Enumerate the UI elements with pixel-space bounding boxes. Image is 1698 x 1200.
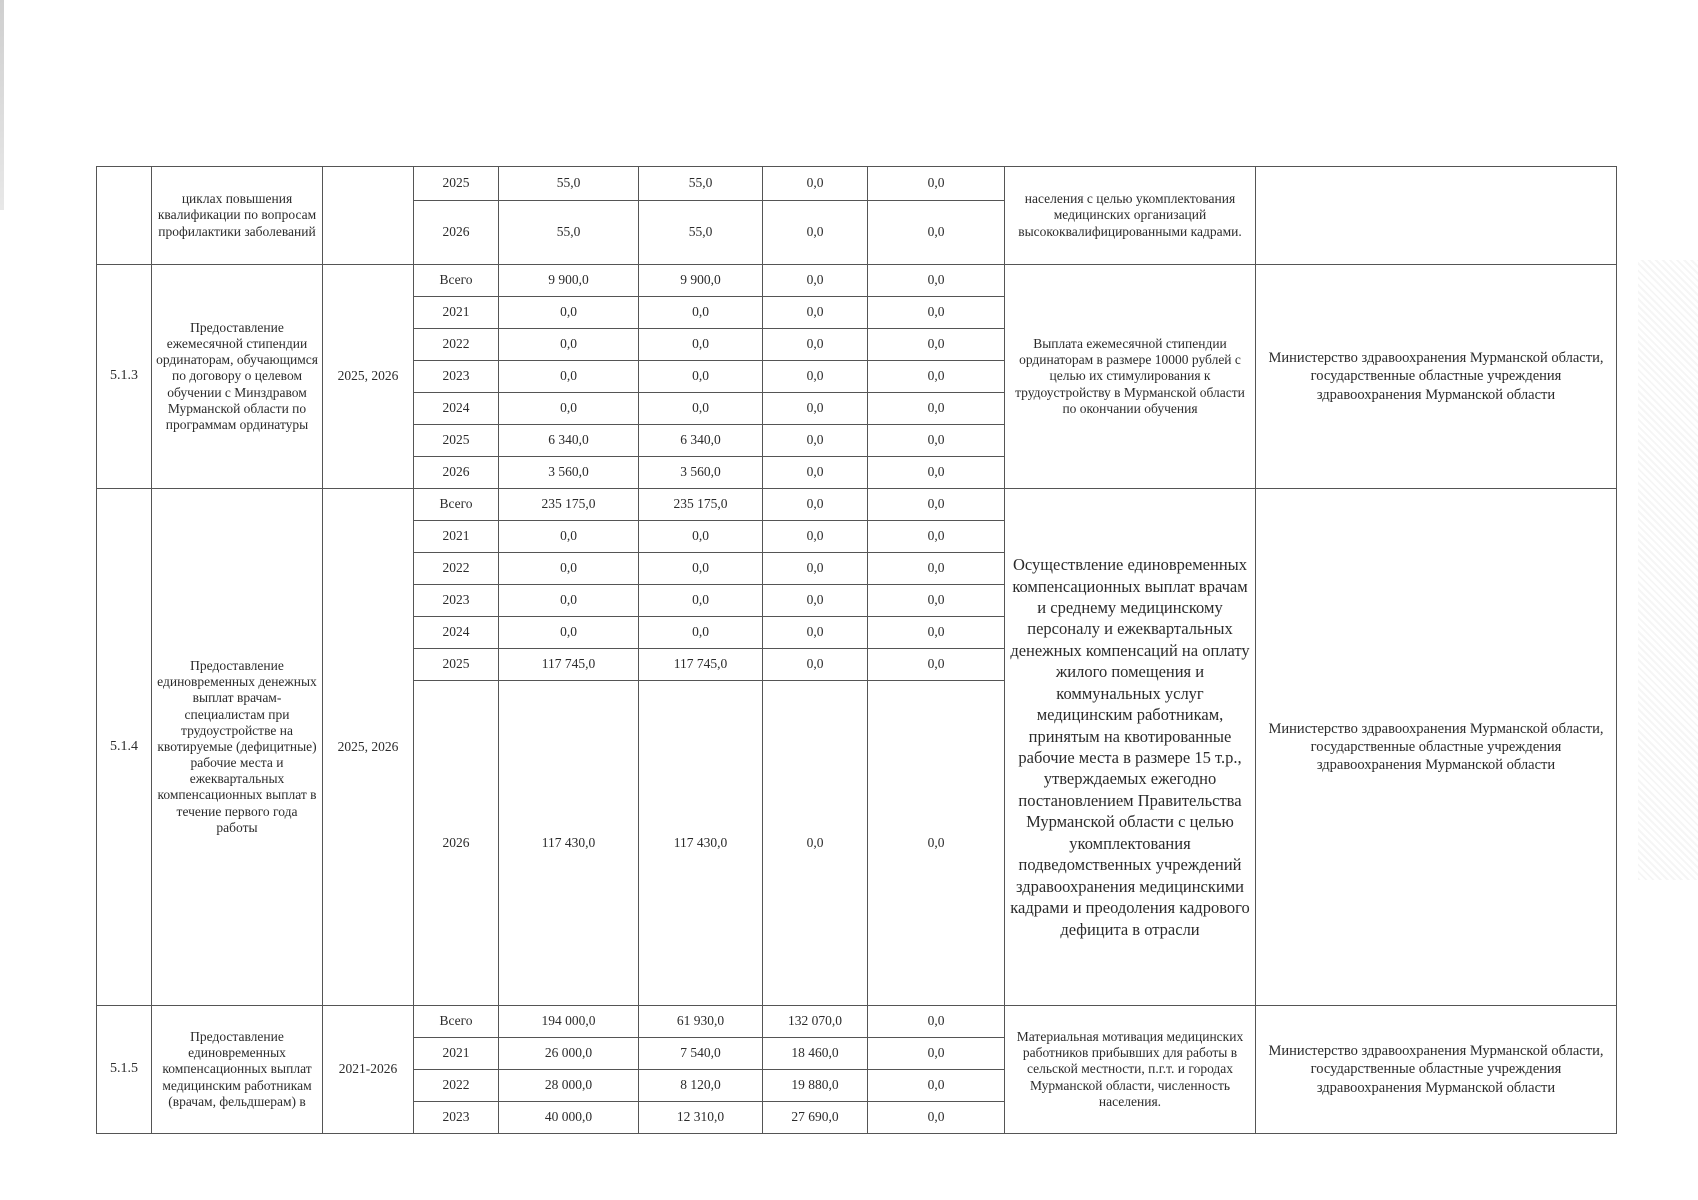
year-cell: 2021 [414, 1038, 499, 1070]
regional-cell: 0,0 [639, 297, 763, 329]
federal-cell: 0,0 [763, 457, 868, 489]
total-cell: 194 000,0 [499, 1006, 639, 1038]
program-table [96, 166, 1617, 1134]
other-cell: 0,0 [868, 553, 1005, 585]
federal-cell: 0,0 [763, 393, 868, 425]
regional-cell: 55,0 [639, 167, 763, 201]
total-cell: 55,0 [499, 167, 639, 201]
total-cell: 117 430,0 [499, 681, 639, 1006]
row-description: Материальная мотивация медицинских работников прибывших для работы в сельской местности, п.г.т. и городах Мурманской области, численность населения. [1005, 1006, 1256, 1134]
total-cell: 3 560,0 [499, 457, 639, 489]
federal-cell: 0,0 [763, 521, 868, 553]
federal-cell: 19 880,0 [763, 1070, 868, 1102]
year-cell: Всего [414, 1006, 499, 1038]
year-cell: 2022 [414, 553, 499, 585]
table-row [97, 265, 1617, 297]
total-cell: 0,0 [499, 585, 639, 617]
federal-cell: 27 690,0 [763, 1102, 868, 1134]
row-index: 5.1.4 [97, 489, 152, 1006]
federal-cell: 0,0 [763, 167, 868, 201]
other-cell: 0,0 [868, 457, 1005, 489]
federal-cell: 0,0 [763, 201, 868, 265]
row-period: 2021-2026 [323, 1006, 414, 1134]
row-responsible: Министерство здравоохранения Мурманской области, государственные областные учреждения здравоохранения Мурманской области [1256, 1006, 1617, 1134]
total-cell: 0,0 [499, 553, 639, 585]
regional-cell: 0,0 [639, 361, 763, 393]
other-cell: 0,0 [868, 1038, 1005, 1070]
total-cell: 235 175,0 [499, 489, 639, 521]
federal-cell: 132 070,0 [763, 1006, 868, 1038]
federal-cell: 0,0 [763, 585, 868, 617]
other-cell: 0,0 [868, 1102, 1005, 1134]
year-cell: Всего [414, 265, 499, 297]
row-name: Предоставление ежемесячной стипендии ординаторам, обучающимся по договору о целевом обучении с Минздравом Мурманской области по программам ординатуры [152, 265, 323, 489]
year-cell: 2022 [414, 1070, 499, 1102]
regional-cell: 117 745,0 [639, 649, 763, 681]
other-cell: 0,0 [868, 617, 1005, 649]
year-cell: 2024 [414, 393, 499, 425]
other-cell: 0,0 [868, 521, 1005, 553]
regional-cell: 117 430,0 [639, 681, 763, 1006]
total-cell: 9 900,0 [499, 265, 639, 297]
year-cell: 2021 [414, 521, 499, 553]
row-responsible: Министерство здравоохранения Мурманской области, государственные областные учреждения здравоохранения Мурманской области [1256, 489, 1617, 1006]
row-name: циклах повышения квалификации по вопросам профилактики заболеваний [152, 167, 323, 265]
scan-noise [1638, 260, 1698, 880]
regional-cell: 8 120,0 [639, 1070, 763, 1102]
total-cell: 0,0 [499, 521, 639, 553]
row-name: Предоставление единовременных компенсационных выплат медицинским работникам (врачам, фельдшерам) в [152, 1006, 323, 1134]
regional-cell: 0,0 [639, 617, 763, 649]
row-period [323, 167, 414, 265]
row-responsible [1256, 167, 1617, 265]
year-cell: 2023 [414, 1102, 499, 1134]
federal-cell: 0,0 [763, 617, 868, 649]
other-cell: 0,0 [868, 201, 1005, 265]
other-cell: 0,0 [868, 585, 1005, 617]
year-cell: 2023 [414, 361, 499, 393]
federal-cell: 18 460,0 [763, 1038, 868, 1070]
other-cell: 0,0 [868, 1070, 1005, 1102]
row-description: Выплата ежемесячной стипендии ординаторам в размере 10000 рублей с целью их стимулирования к трудоустройству в Мурманской области по окончании обучения [1005, 265, 1256, 489]
year-cell: 2021 [414, 297, 499, 329]
regional-cell: 0,0 [639, 521, 763, 553]
other-cell: 0,0 [868, 649, 1005, 681]
year-cell: Всего [414, 489, 499, 521]
row-description: населения с целью укомплектования медицинских организаций высококвалифицированными кадрами. [1005, 167, 1256, 265]
year-cell: 2026 [414, 681, 499, 1006]
row-name: Предоставление единовременных денежных выплат врачам-специалистам при трудоустройстве на квотируемые (дефицитные) рабочие места и ежеквартальных компенсационных выплат в течение первого года работы [152, 489, 323, 1006]
regional-cell: 7 540,0 [639, 1038, 763, 1070]
total-cell: 6 340,0 [499, 425, 639, 457]
total-cell: 0,0 [499, 329, 639, 361]
year-cell: 2025 [414, 425, 499, 457]
other-cell: 0,0 [868, 489, 1005, 521]
total-cell: 0,0 [499, 297, 639, 329]
regional-cell: 0,0 [639, 393, 763, 425]
row-index: 5.1.3 [97, 265, 152, 489]
table-row [97, 489, 1617, 521]
other-cell: 0,0 [868, 297, 1005, 329]
federal-cell: 0,0 [763, 649, 868, 681]
federal-cell: 0,0 [763, 489, 868, 521]
other-cell: 0,0 [868, 393, 1005, 425]
year-cell: 2023 [414, 585, 499, 617]
regional-cell: 0,0 [639, 553, 763, 585]
regional-cell: 235 175,0 [639, 489, 763, 521]
regional-cell: 0,0 [639, 329, 763, 361]
federal-cell: 0,0 [763, 361, 868, 393]
regional-cell: 12 310,0 [639, 1102, 763, 1134]
regional-cell: 3 560,0 [639, 457, 763, 489]
row-index: 5.1.5 [97, 1006, 152, 1134]
row-period: 2025, 2026 [323, 489, 414, 1006]
other-cell: 0,0 [868, 361, 1005, 393]
total-cell: 40 000,0 [499, 1102, 639, 1134]
total-cell: 0,0 [499, 393, 639, 425]
total-cell: 28 000,0 [499, 1070, 639, 1102]
year-cell: 2025 [414, 649, 499, 681]
other-cell: 0,0 [868, 265, 1005, 297]
federal-cell: 0,0 [763, 297, 868, 329]
regional-cell: 0,0 [639, 585, 763, 617]
year-cell: 2025 [414, 167, 499, 201]
table-row [97, 167, 1617, 201]
total-cell: 55,0 [499, 201, 639, 265]
federal-cell: 0,0 [763, 329, 868, 361]
row-description: Осуществление единовременных компенсационных выплат врачам и среднему медицинскому персоналу и ежеквартальных денежных компенсаций на оплату жилого помещения и коммунальных услуг медицинским работникам, принятым на квотированные рабочие места в размере 15 т.р., утверждаемых ежегодно постановлением Правительства Мурманской области с целью укомплектования подведомственных учреждений здравоохранения медицинскими кадрами и преодоления кадрового дефицита в отрасли [1005, 489, 1256, 1006]
other-cell: 0,0 [868, 425, 1005, 457]
total-cell: 0,0 [499, 361, 639, 393]
year-cell: 2026 [414, 201, 499, 265]
row-responsible: Министерство здравоохранения Мурманской области, государственные областные учреждения здравоохранения Мурманской области [1256, 265, 1617, 489]
federal-cell: 0,0 [763, 681, 868, 1006]
other-cell: 0,0 [868, 1006, 1005, 1038]
federal-cell: 0,0 [763, 553, 868, 585]
year-cell: 2022 [414, 329, 499, 361]
regional-cell: 61 930,0 [639, 1006, 763, 1038]
federal-cell: 0,0 [763, 265, 868, 297]
federal-cell: 0,0 [763, 425, 868, 457]
scan-edge-mark [0, 0, 4, 210]
regional-cell: 55,0 [639, 201, 763, 265]
regional-cell: 9 900,0 [639, 265, 763, 297]
total-cell: 0,0 [499, 617, 639, 649]
regional-cell: 6 340,0 [639, 425, 763, 457]
table-row [97, 1006, 1617, 1038]
row-period: 2025, 2026 [323, 265, 414, 489]
total-cell: 117 745,0 [499, 649, 639, 681]
other-cell: 0,0 [868, 167, 1005, 201]
year-cell: 2026 [414, 457, 499, 489]
other-cell: 0,0 [868, 681, 1005, 1006]
row-index [97, 167, 152, 265]
year-cell: 2024 [414, 617, 499, 649]
total-cell: 26 000,0 [499, 1038, 639, 1070]
other-cell: 0,0 [868, 329, 1005, 361]
